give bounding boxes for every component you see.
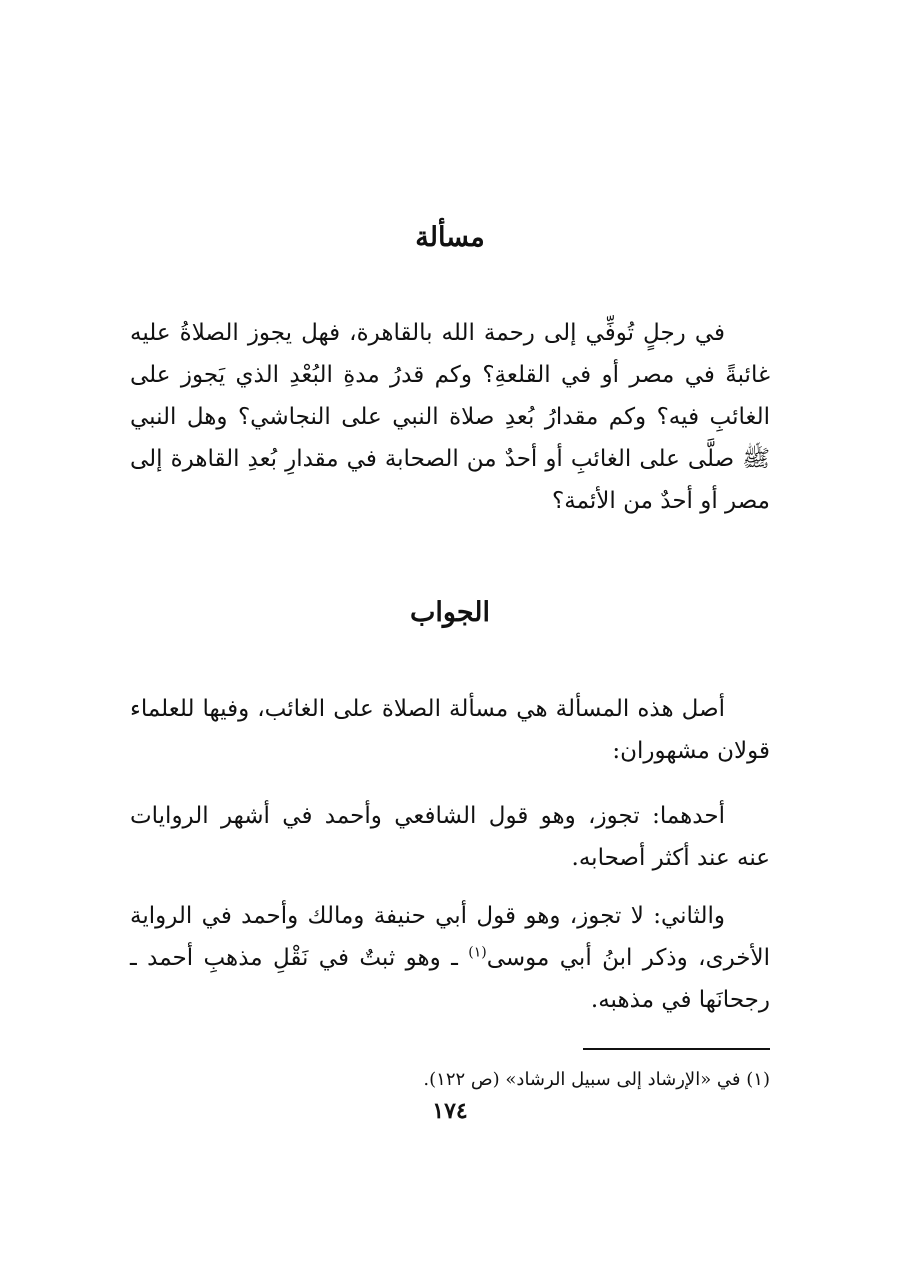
answer-title: الجواب — [409, 597, 491, 628]
footnote-divider — [583, 1048, 770, 1050]
answer-paragraph-3 — [130, 895, 770, 1021]
question-paragraph: في رجلٍ تُوفِّي إلى رحمة الله بالقاهرة، فهل يجوز الصلاةُ عليه غائبةً في مصر أو في القلعةِ؟ وكم قدرُ مدةِ البُعْدِ الذي يَجوز على الغائبِ فيه؟ وكم مقدارُ بُعدِ صلاة النبي على النجاشي؟ وهل النبي ﷺ صلَّى على الغائبِ أو أحدٌ من الصحابة في مقدارِ بُعدِ القاهرة إلى مصر أو أحدٌ من الأئمة؟ — [130, 320, 770, 514]
answer-paragraph-3-text-a: والثاني: لا تجوز، وهو قول أبي حنيفة ومالك وأحمد في الرواية الأخرى، وذكر ابنُ أبي موسى — [130, 903, 770, 971]
answer-paragraph-1: أصل هذه المسألة هي مسألة الصلاة على الغائب، وفيها للعلماء قولان مشهوران: — [130, 696, 770, 764]
footnote-marker: (١) — [468, 944, 487, 961]
footnote: (١) في «الإرشاد إلى سبيل الرشاد» (ص ١٢٢). — [423, 1069, 770, 1090]
answer-paragraph-3-text-b: ـ وهو ثبتٌ في نَقْلِ مذهبِ أحمد ـ رجحانَها في مذهبه. — [130, 945, 770, 1013]
page-number: ١٧٤ — [432, 1098, 468, 1124]
question-title: مسألة — [415, 222, 485, 253]
answer-paragraph-2: أحدهما: تجوز، وهو قول الشافعي وأحمد في أشهر الروايات عنه عند أكثر أصحابه. — [130, 803, 770, 871]
